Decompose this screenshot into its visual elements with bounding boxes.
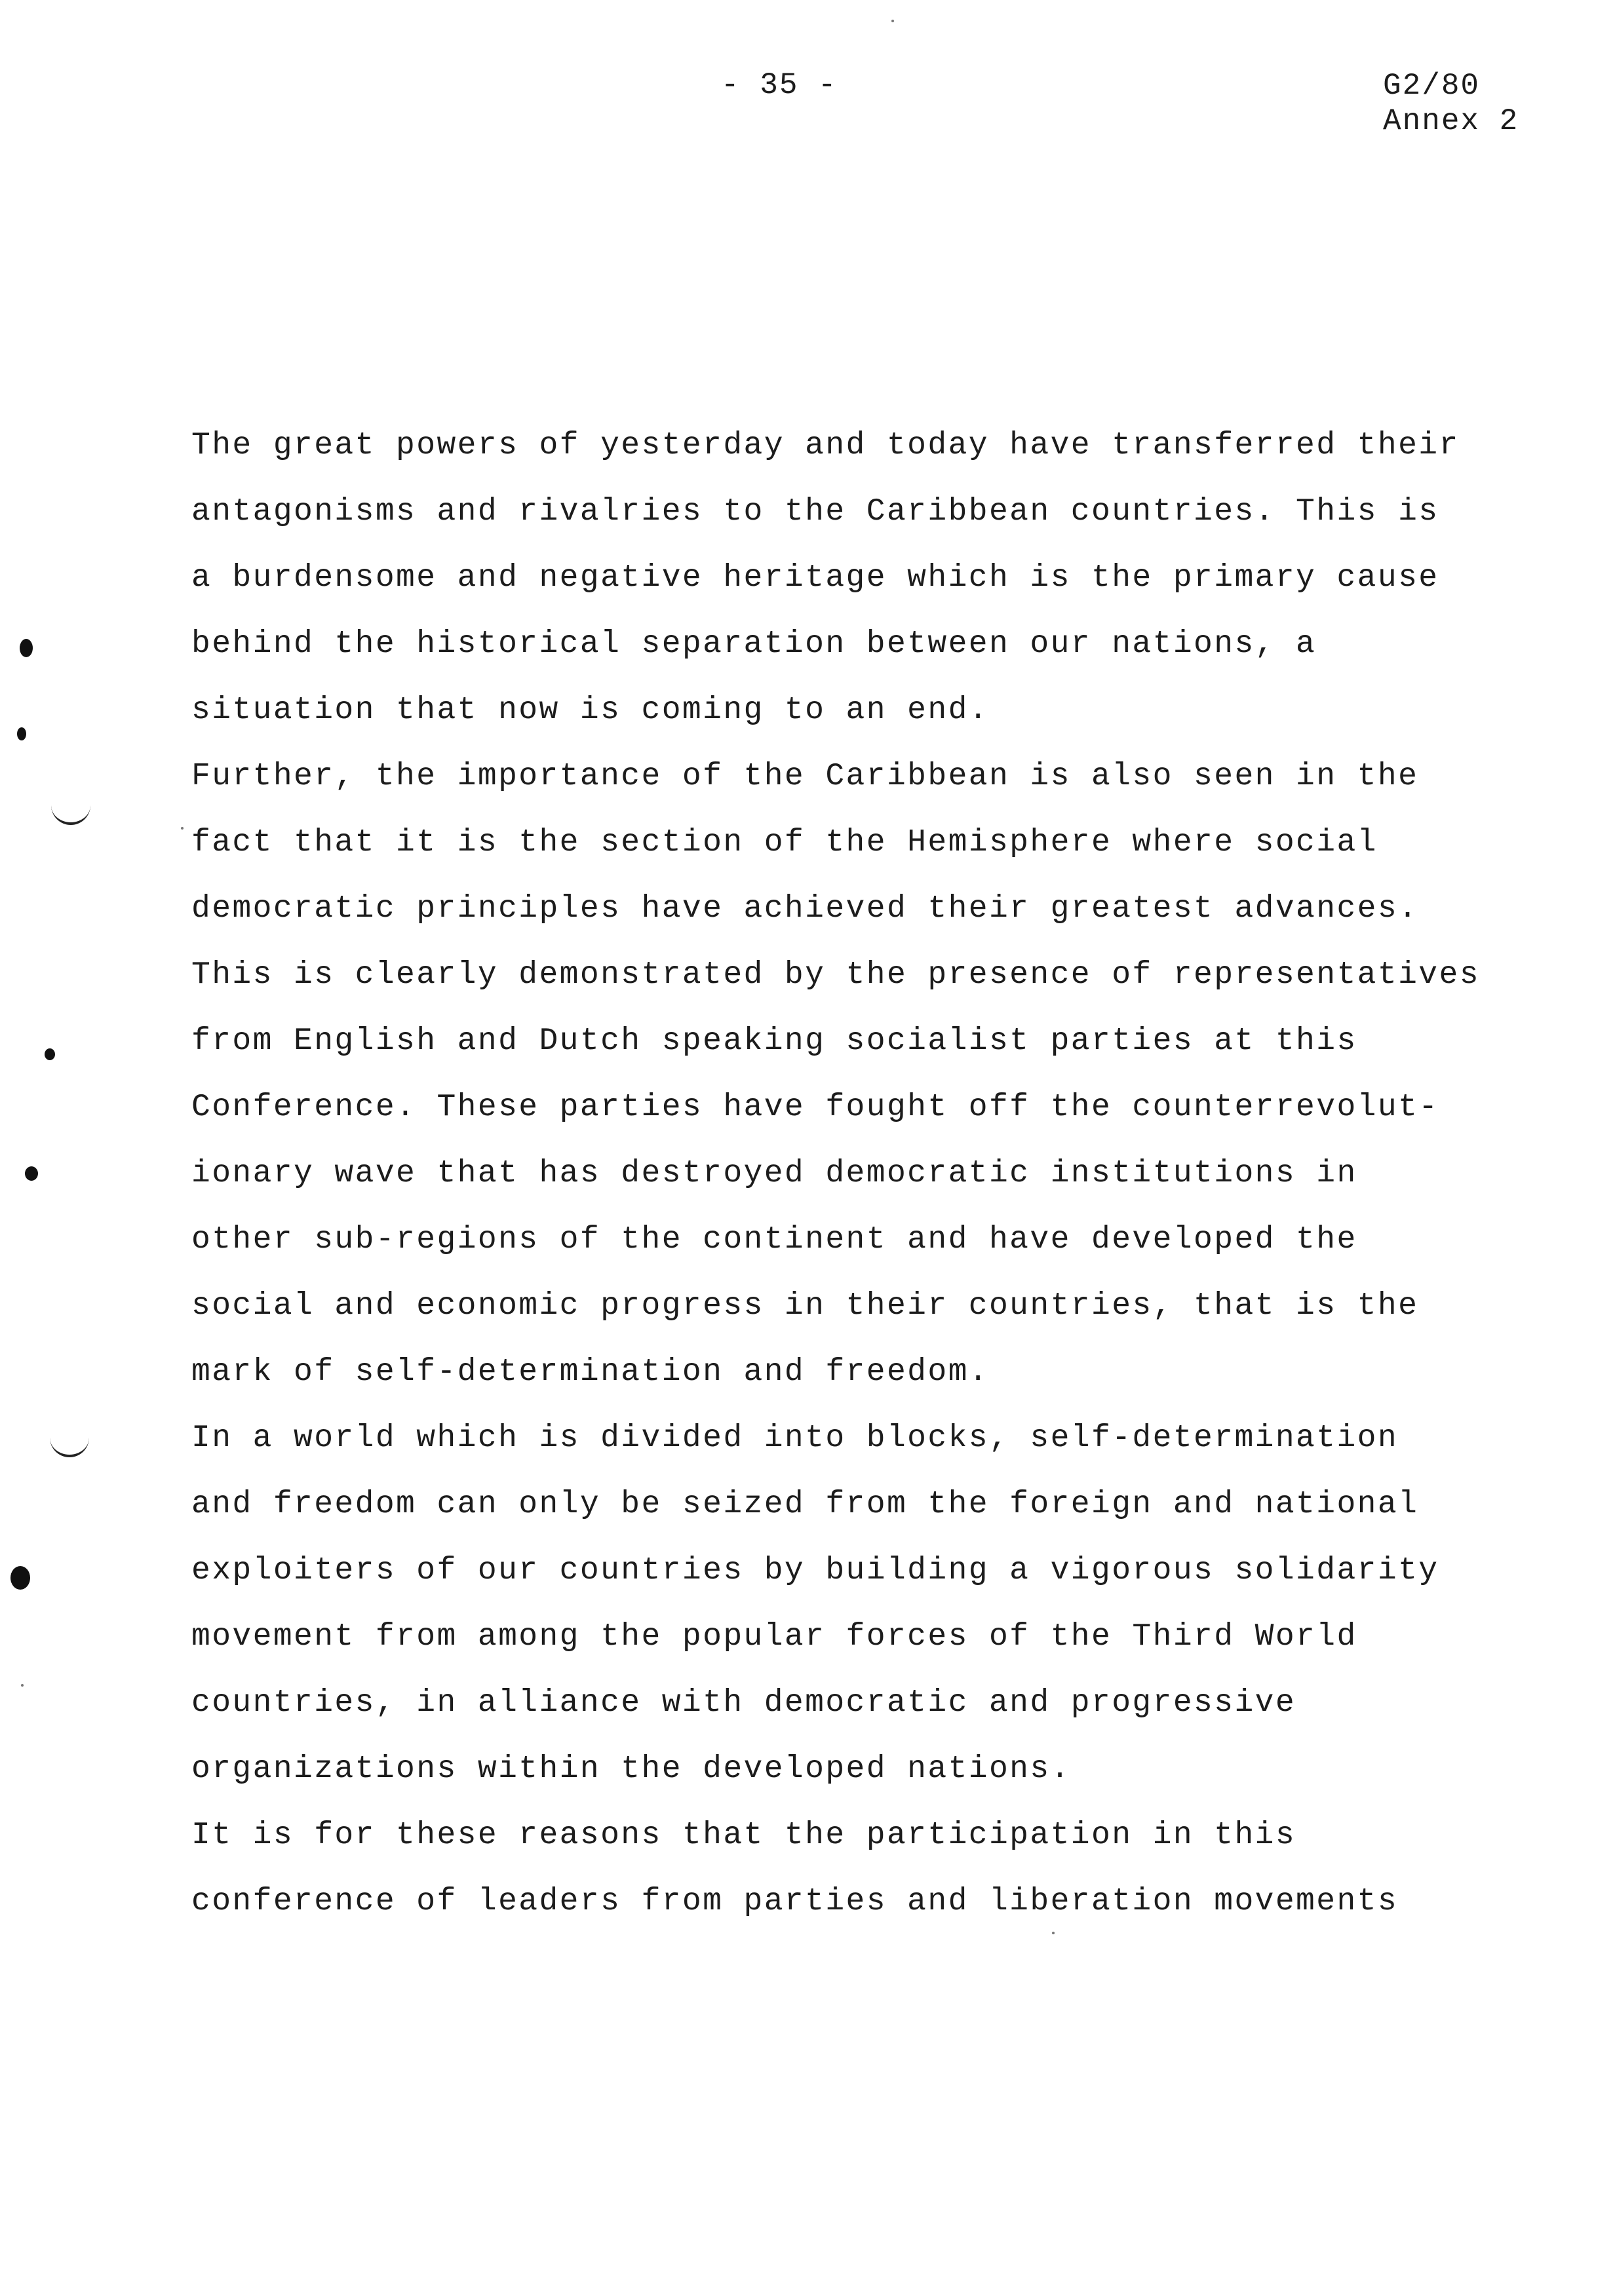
text-line: a burdensome and negative heritage which is the primary cause: [191, 560, 1439, 596]
document-reference: [1383, 68, 1519, 139]
scan-speck: [25, 1166, 38, 1181]
text-line: It is for these reasons that the participation in this: [191, 1818, 1296, 1853]
text-line: organizations within the developed nations.: [191, 1751, 1071, 1787]
text-line: exploiters of our countries by building a vigorous solidarity: [191, 1553, 1439, 1588]
text-line: ionary wave that has destroyed democratic institutions in: [191, 1156, 1357, 1191]
scan-speck: [10, 1566, 30, 1590]
scan-dot: [1052, 1932, 1055, 1934]
punch-hole-mark: [50, 1435, 89, 1457]
text-line: democratic principles have achieved their greatest advances.: [191, 891, 1419, 927]
text-line: conference of leaders from parties and liberation movements: [191, 1884, 1399, 1919]
page-number: - 35 -: [721, 68, 838, 102]
text-line: This is clearly demonstrated by the presence of representatives: [191, 957, 1480, 993]
reference-code: G2/80: [1383, 69, 1481, 103]
text-line: Further, the importance of the Caribbean is also seen in the: [191, 759, 1419, 794]
text-line: antagonisms and rivalries to the Caribbean countries. This is: [191, 494, 1439, 529]
punch-hole-mark: [51, 803, 90, 825]
text-line: countries, in alliance with democratic and progressive: [191, 1685, 1296, 1721]
scan-dot: [21, 1684, 24, 1687]
text-line: from English and Dutch speaking socialist parties at this: [191, 1024, 1357, 1059]
text-line: behind the historical separation between our nations, a: [191, 626, 1317, 662]
text-line: social and economic progress in their countries, that is the: [191, 1288, 1419, 1324]
text-line: fact that it is the section of the Hemisphere where social: [191, 825, 1378, 860]
reference-annex: Annex 2: [1383, 104, 1519, 138]
body-text: [191, 413, 1502, 1935]
text-line: mark of self-determination and freedom.: [191, 1354, 989, 1390]
text-line: In a world which is divided into blocks, self-determination: [191, 1421, 1399, 1456]
text-line: movement from among the popular forces of the Third World: [191, 1619, 1357, 1655]
scan-speck: [17, 727, 26, 740]
text-line: and freedom can only be seized from the foreign and national: [191, 1487, 1419, 1522]
text-line: Conference. These parties have fought off the counterrevolut-: [191, 1090, 1439, 1125]
text-line: other sub-regions of the continent and have developed the: [191, 1222, 1357, 1257]
scan-dot: [181, 827, 184, 830]
text-line: situation that now is coming to an end.: [191, 693, 989, 728]
scan-speck: [20, 639, 33, 657]
scan-dot: [891, 20, 894, 22]
text-line: The great powers of yesterday and today have transferred their: [191, 428, 1460, 463]
scan-speck: [45, 1048, 55, 1060]
